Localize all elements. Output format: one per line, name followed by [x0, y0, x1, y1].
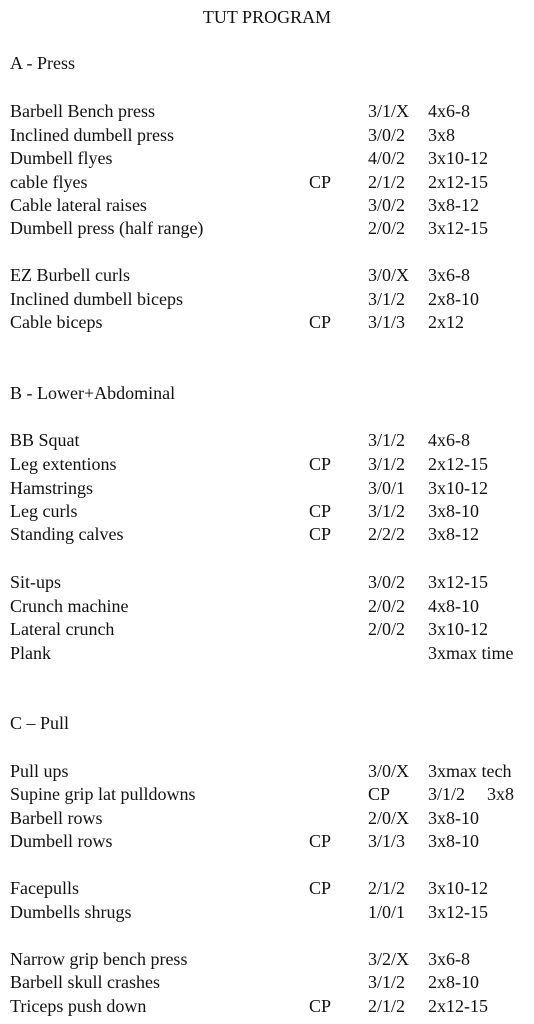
tempo: 3/1/2 — [368, 289, 406, 309]
exercise-row — [0, 287, 534, 311]
tempo: 3/1/2 — [428, 784, 466, 804]
sets-reps: 3x6-8 — [428, 265, 470, 285]
sets-reps: 3x10-12 — [428, 478, 488, 498]
exercise-row — [0, 876, 534, 900]
exercise-name: Dumbell press (half range) — [10, 218, 204, 238]
exercise-row — [0, 170, 534, 194]
sets-reps: 3x12-15 — [428, 902, 488, 922]
tempo: 2/2/2 — [368, 524, 406, 544]
exercise-name: Narrow grip bench press — [10, 949, 188, 969]
sets-reps: 2x12-15 — [428, 172, 488, 192]
exercise-row — [0, 829, 534, 853]
exercise-name: Leg extentions — [10, 454, 117, 474]
tempo: 3/1/2 — [368, 430, 406, 450]
exercise-row — [0, 806, 534, 830]
sets-reps: 3x8-12 — [428, 195, 479, 215]
section-heading-c: C – Pull — [10, 713, 70, 733]
sets-reps: 2x8-10 — [428, 289, 479, 309]
sets-reps: 2x12-15 — [428, 454, 488, 474]
exercise-name: Dumbell rows — [10, 831, 113, 851]
exercise-name: Sit-ups — [10, 572, 62, 592]
exercise-row — [0, 452, 534, 476]
exercise-row — [0, 99, 534, 123]
exercise-name: Facepulls — [10, 878, 79, 898]
tempo: 3/0/X — [368, 761, 410, 781]
sets-reps: 4x8-10 — [428, 596, 479, 616]
exercise-row — [0, 900, 534, 924]
exercise-name: Pull ups — [10, 761, 69, 781]
exercise-row — [0, 123, 534, 147]
exercise-row — [0, 994, 534, 1018]
exercise-row — [0, 216, 534, 240]
sets-reps: 3x8-12 — [428, 524, 479, 544]
tempo: 1/0/1 — [368, 902, 406, 922]
exercise-name: cable flyes — [10, 172, 88, 192]
exercise-name: Leg curls — [10, 501, 78, 521]
exercise-name: Inclined dumbell press — [10, 125, 174, 145]
sets-reps: 3xmax tech — [428, 761, 512, 781]
tempo: 3/0/1 — [368, 478, 406, 498]
tempo: 2/0/2 — [368, 596, 406, 616]
cp-marker: CP — [309, 501, 332, 521]
tempo: 3/1/X — [368, 101, 410, 121]
sets-reps: 3x8 — [487, 784, 514, 804]
sets-reps: 3x8-10 — [428, 808, 479, 828]
tempo: 3/1/2 — [368, 454, 406, 474]
tempo: 2/0/X — [368, 808, 410, 828]
sets-reps: 3x6-8 — [428, 949, 470, 969]
exercise-row — [0, 759, 534, 783]
tempo: 4/0/2 — [368, 148, 406, 168]
sets-reps: 2x8-10 — [428, 972, 479, 992]
exercise-name: Barbell rows — [10, 808, 103, 828]
section-heading-b: B - Lower+Abdominal — [10, 383, 176, 403]
exercise-row — [0, 310, 534, 334]
tempo: 3/0/2 — [368, 195, 406, 215]
exercise-name: EZ Burbell curls — [10, 265, 130, 285]
cp-marker: CP — [309, 831, 332, 851]
exercise-row — [0, 263, 534, 287]
exercise-row — [0, 193, 534, 217]
sets-reps: 3x10-12 — [428, 878, 488, 898]
sets-reps: 3x10-12 — [428, 148, 488, 168]
exercise-row — [0, 782, 534, 806]
exercise-row — [0, 522, 534, 546]
exercise-row — [0, 641, 534, 665]
tempo: 2/0/2 — [368, 619, 406, 639]
tempo: 3/1/3 — [368, 312, 406, 332]
tempo: 3/0/X — [368, 265, 410, 285]
sets-reps: 3x8-10 — [428, 831, 479, 851]
exercise-name: Dumbells shrugs — [10, 902, 132, 922]
exercise-name: Hamstrings — [10, 478, 93, 498]
cp-marker: CP — [309, 312, 332, 332]
exercise-row — [0, 499, 534, 523]
exercise-name: Barbell skull crashes — [10, 972, 160, 992]
exercise-row — [0, 947, 534, 971]
section-heading-a: A - Press — [10, 53, 76, 73]
exercise-name: Supine grip lat pulldowns — [10, 784, 196, 804]
exercise-name: Dumbell flyes — [10, 148, 113, 168]
exercise-row — [0, 146, 534, 170]
cp-marker: CP — [309, 172, 332, 192]
page-title: TUT PROGRAM — [202, 7, 332, 27]
tempo: 2/1/2 — [368, 172, 406, 192]
cp-marker: CP — [309, 524, 332, 544]
exercise-name: BB Squat — [10, 430, 80, 450]
exercise-name: Standing calves — [10, 524, 124, 544]
exercise-name: Plank — [10, 643, 52, 663]
sets-reps: 3x10-12 — [428, 619, 488, 639]
sets-reps: 3x8 — [428, 125, 455, 145]
exercise-row — [0, 970, 534, 994]
cp-marker: CP — [309, 878, 332, 898]
tempo: 3/1/3 — [368, 831, 406, 851]
sets-reps: 3x12-15 — [428, 572, 488, 592]
sets-reps: 3x8-10 — [428, 501, 479, 521]
exercise-name: Lateral crunch — [10, 619, 115, 639]
exercise-name: Cable lateral raises — [10, 195, 147, 215]
exercise-name: Crunch machine — [10, 596, 129, 616]
sets-reps: 2x12-15 — [428, 996, 488, 1016]
exercise-name: Barbell Bench press — [10, 101, 155, 121]
exercise-name: Cable biceps — [10, 312, 103, 332]
exercise-name: Inclined dumbell biceps — [10, 289, 183, 309]
tempo: 3/2/X — [368, 949, 410, 969]
cp-marker: CP — [368, 784, 391, 804]
exercise-name: Triceps push down — [10, 996, 147, 1016]
cp-marker: CP — [309, 996, 332, 1016]
exercise-row — [0, 617, 534, 641]
sets-reps: 2x12 — [428, 312, 464, 332]
exercise-row — [0, 476, 534, 500]
sets-reps: 4x6-8 — [428, 101, 470, 121]
sets-reps: 4x6-8 — [428, 430, 470, 450]
exercise-row — [0, 594, 534, 618]
tempo: 2/1/2 — [368, 996, 406, 1016]
tempo: 2/1/2 — [368, 878, 406, 898]
sets-reps: 3xmax time — [428, 643, 514, 663]
cp-marker: CP — [309, 454, 332, 474]
tempo: 3/1/2 — [368, 972, 406, 992]
tempo: 3/0/2 — [368, 572, 406, 592]
tempo: 3/0/2 — [368, 125, 406, 145]
tempo: 2/0/2 — [368, 218, 406, 238]
exercise-row — [0, 428, 534, 452]
sets-reps: 3x12-15 — [428, 218, 488, 238]
tempo: 3/1/2 — [368, 501, 406, 521]
exercise-row — [0, 570, 534, 594]
